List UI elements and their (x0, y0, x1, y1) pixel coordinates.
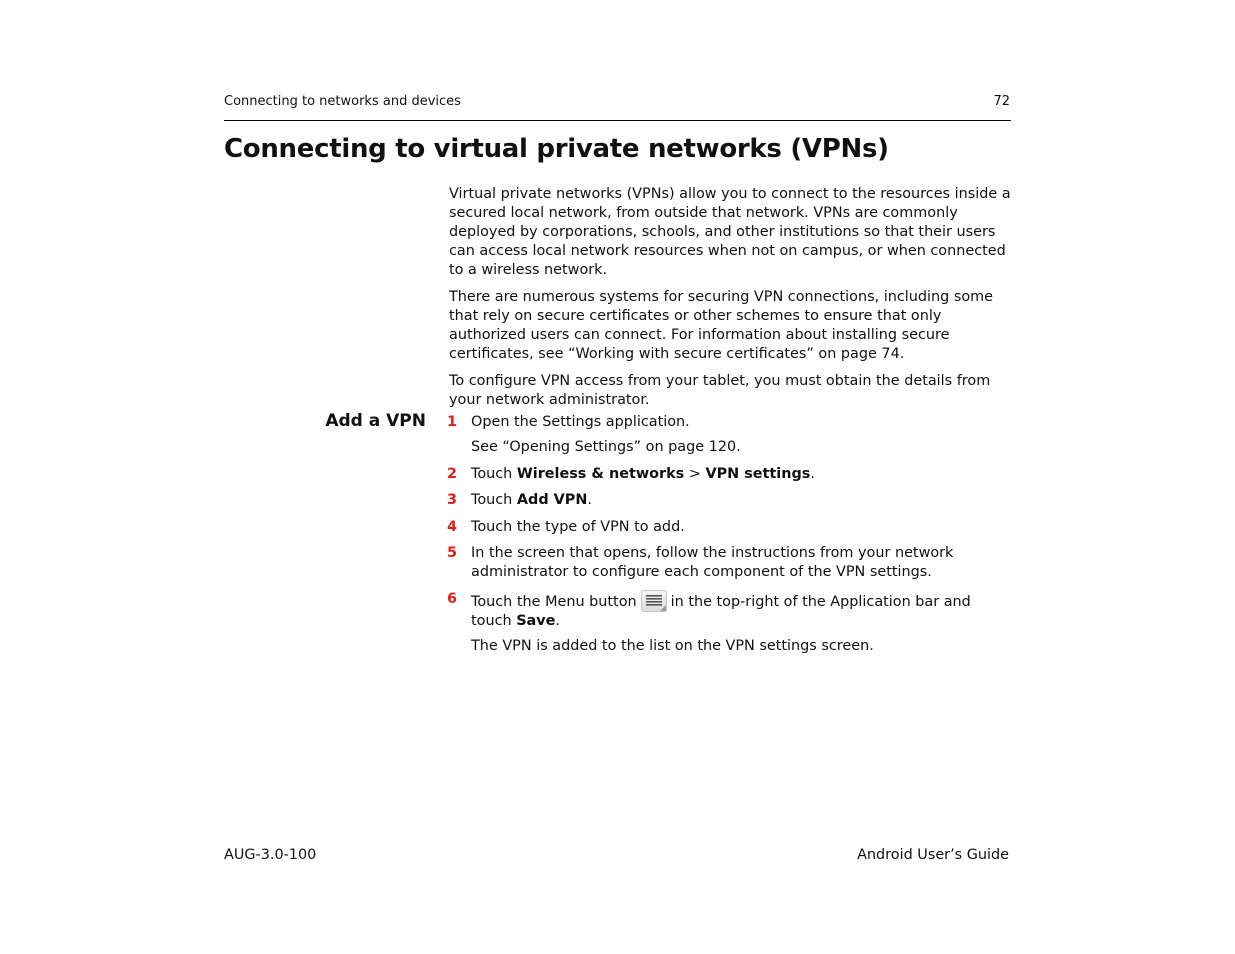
menu-icon-corner (660, 605, 666, 611)
steps-list (447, 413, 1011, 663)
step-number: 6 (447, 590, 458, 607)
step-text-prefix: Touch (471, 492, 517, 508)
intro-text (449, 185, 1011, 418)
step-text-suffix: . (587, 492, 592, 508)
step-text-prefix: Touch the Menu button (471, 593, 637, 610)
ui-term: Save (516, 612, 556, 629)
menu-icon (641, 590, 667, 612)
intro-paragraph: To configure VPN access from your tablet, you must obtain the details from your network administrator. (449, 373, 991, 408)
ui-term: Wireless & networks (516, 465, 685, 482)
step-text: In the screen that opens, follow the instructions from your network administrator to configure each component of the VPN settings. (471, 545, 954, 580)
step-number: 5 (447, 545, 458, 561)
ui-term: Add VPN (516, 492, 588, 508)
step-note: See “Opening Settings” on page 120. (471, 439, 741, 455)
header-rule (224, 120, 1011, 121)
step-item (447, 518, 1011, 537)
step-text: Touch the type of VPN to add. (471, 518, 685, 535)
step-text (471, 465, 1011, 484)
step-text-middle: in the top-right of the Application bar and touch (471, 593, 971, 629)
step-number: 4 (447, 518, 458, 535)
step-number: 3 (447, 492, 458, 508)
running-header (224, 94, 1010, 110)
step-item (447, 544, 1011, 582)
step-number: 1 (447, 414, 458, 430)
section-heading: Add a VPN (325, 411, 426, 431)
step-item (447, 491, 1011, 510)
intro-paragraph: Virtual private networks (VPNs) allow you to connect to the resources inside a secured local network, from outside that network. VPNs are commonly deployed by corporations, schools, and other institutions so that their users can access local network resources when not on campus, or when connected to a wireless network. (449, 186, 1011, 278)
footer-doc-title: Android User’s Guide (857, 847, 1009, 863)
step-number: 2 (447, 465, 458, 482)
step-text-prefix: Touch (471, 465, 517, 482)
step-text (471, 491, 1011, 510)
step-item (447, 590, 1011, 656)
running-header-section: Connecting to networks and devices (224, 94, 461, 109)
step-text-suffix: . (555, 612, 560, 629)
page-number: 72 (993, 94, 1010, 109)
step-text-suffix: . (810, 465, 815, 482)
page-title: Connecting to virtual private networks (VPNs) (224, 134, 889, 164)
step-item (447, 413, 1011, 457)
step-text: Open the Settings application. (471, 414, 690, 430)
ui-term: VPN settings (705, 465, 811, 482)
intro-paragraph: There are numerous systems for securing VPN connections, including some that rely on secure certificates or other schemes to ensure that only authorized users can connect. For information about installing secure certificates, see “Working with secure certificates” on page 74. (449, 289, 994, 362)
step-text (471, 590, 1011, 631)
path-separator: > (684, 465, 706, 482)
footer-doc-id: AUG-3.0-100 (224, 847, 317, 863)
page-footer (224, 846, 1009, 864)
step-note: The VPN is added to the list on the VPN settings screen. (471, 637, 874, 654)
step-item (447, 465, 1011, 484)
